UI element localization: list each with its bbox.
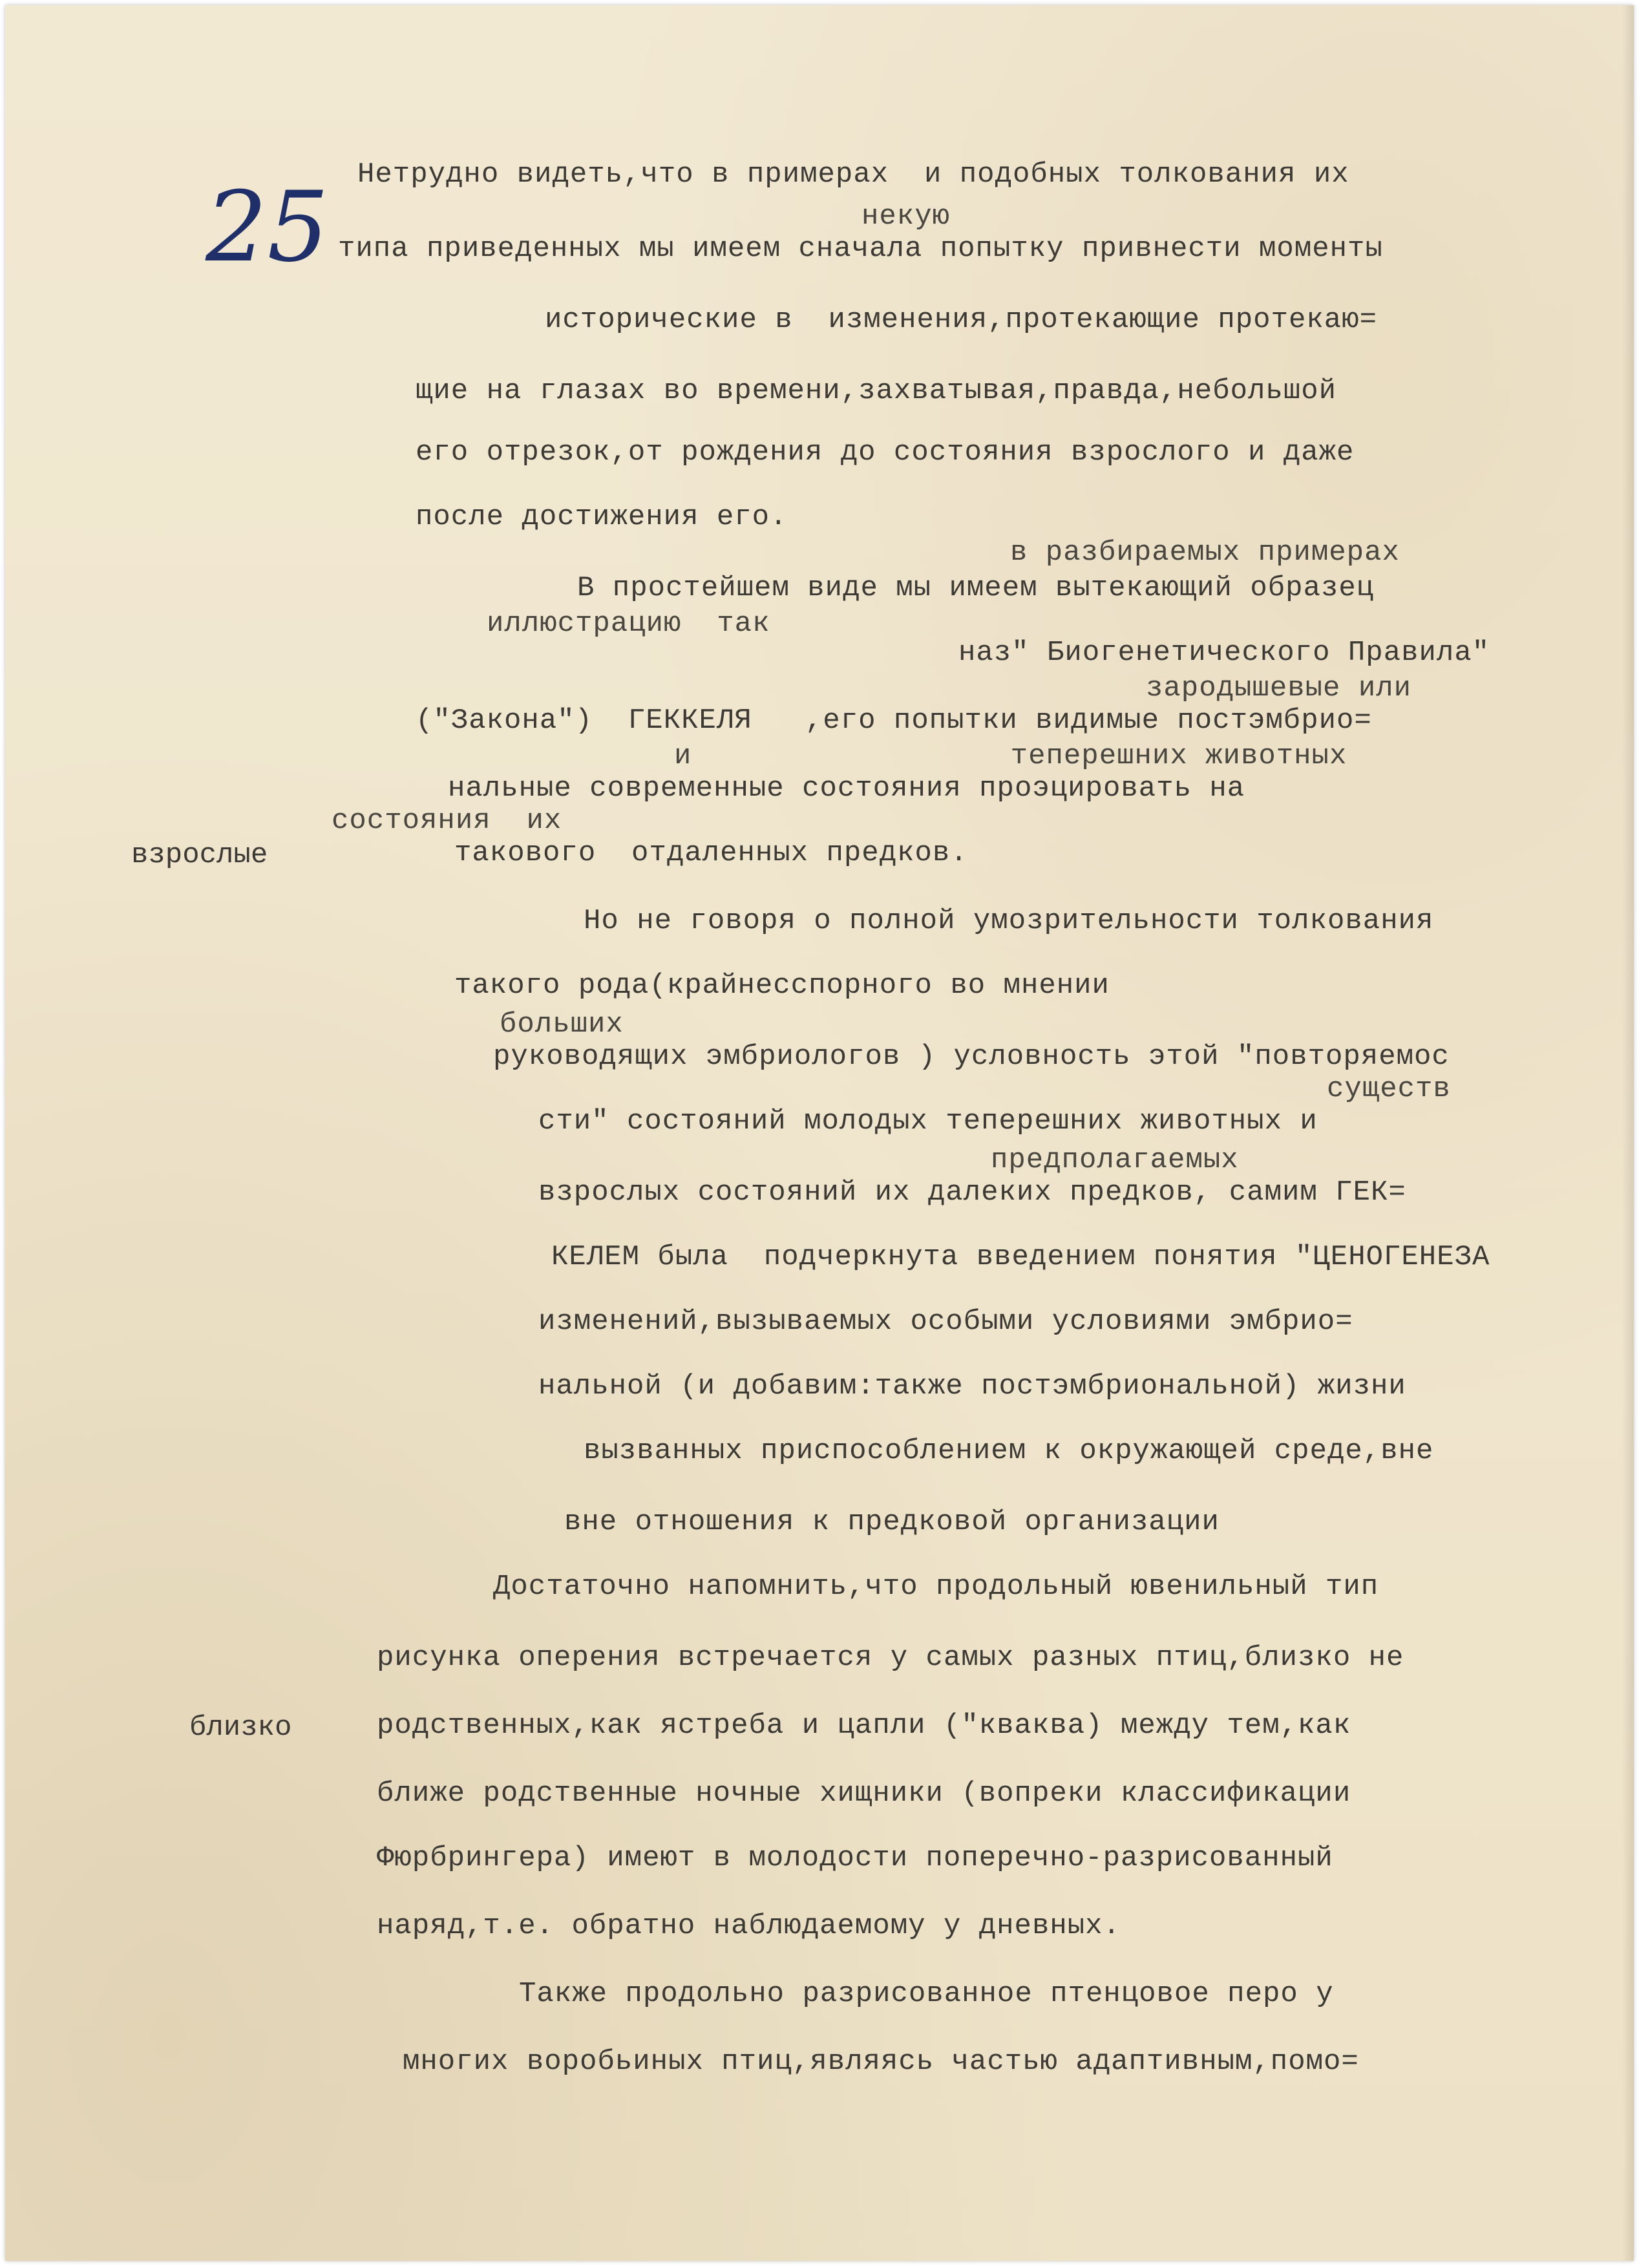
text-line-37: Также продольно разрисованное птенцовое перо у [519,1978,1334,2010]
text-line-30: вне отношения к предковой организации [564,1506,1220,1538]
text-line-22-insert: существ [1327,1073,1451,1105]
text-line-19: такого рода(крайнесспорного во мнении [454,970,1110,1002]
document-page [5,5,1634,2261]
text-line-31: Достаточно напомнить,что продольный ювенильный тип [493,1571,1379,1603]
text-line-38: многих воробьиных птиц,являясь частью адаптивным,помо= [403,2046,1359,2078]
text-line-36: наряд,т.е. обратно наблюдаемому у дневных. [377,1910,1121,1942]
text-line-4: исторические в изменения,протекающие протекаю= [545,304,1378,336]
page-number-glyph [199,164,328,286]
text-line-8-insert: в разбираемых примерах [1010,536,1400,569]
text-line-1: Нетрудно видеть,что в примерах и подобных толкования их [357,158,1349,191]
text-line-26: КЕЛЕМ была подчеркнута введением понятия "ЦЕНОГЕНЕЗА [551,1241,1490,1273]
text-line-29: вызванных приспособлением к окружающей среде,вне [584,1435,1434,1467]
text-line-35: Фюрбрингера) имеют в молодости поперечно-разрисованный [377,1842,1333,1874]
text-line-3: типа приведенных мы имеем сначала попытку привнести моменты [338,233,1383,265]
text-line-34: ближе родственные ночные хищники (вопреки классификации [377,1777,1351,1810]
text-line-9: В простейшем виде мы имеем вытекающий образец [577,572,1375,604]
text-line-2-insert: некую [861,200,951,233]
handwritten-page-number [199,164,328,286]
text-line-28: нальной (и добавим:также постэмбриональной) жизни [538,1370,1406,1403]
text-line-14-insert: и теперешних животных [674,740,1347,772]
text-line-33: родственных,как ястреба и цапли ("кваква) между тем,как [377,1710,1351,1742]
text-line-6: его отрезок,от рождения до состояния взрослого и даже [416,436,1355,469]
text-line-16-insert: состояния их [332,805,562,837]
text-line-25: взрослых состояний их далеких предков, самим ГЕК= [538,1176,1406,1209]
margin-note-vzroslye: взрослые [131,839,268,871]
text-line-12-insert: зародышевые или [1146,672,1412,705]
text-line-20-insert: больших [500,1008,624,1041]
margin-note-blizko: близко [189,1712,292,1744]
page-number-text: 25 [206,171,329,284]
paper-edge-shadow [1622,5,1634,2261]
text-line-32: рисунка оперения встречается у самых разных птиц,близко не [377,1642,1404,1674]
text-line-11: наз" Биогенетического Правила" [958,637,1490,669]
text-line-21: руководящих эмбриологов ) условность этой "повторяемос [493,1041,1450,1073]
text-line-5: щие на глазах во времени,захватывая,правда,небольшой [416,375,1337,407]
text-line-27: изменений,вызываемых особыми условиями эмбрио= [538,1306,1353,1338]
text-line-17: такового отдаленных предков. [454,837,968,869]
text-line-13: ("Закона") ГЕККЕЛЯ ,его попытки видимые постэмбрио= [416,705,1372,737]
text-line-24-insert: предполагаемых [991,1144,1239,1176]
text-line-18: Но не говоря о полной умозрительности толкования [584,905,1434,937]
text-line-15: нальные современные состояния проэцировать на [448,772,1245,805]
text-line-7: после достижения его. [416,501,788,533]
text-line-10-insert: иллюстрацию так [487,608,770,640]
text-line-23: сти" состояний молодых теперешних животных и [538,1105,1318,1138]
